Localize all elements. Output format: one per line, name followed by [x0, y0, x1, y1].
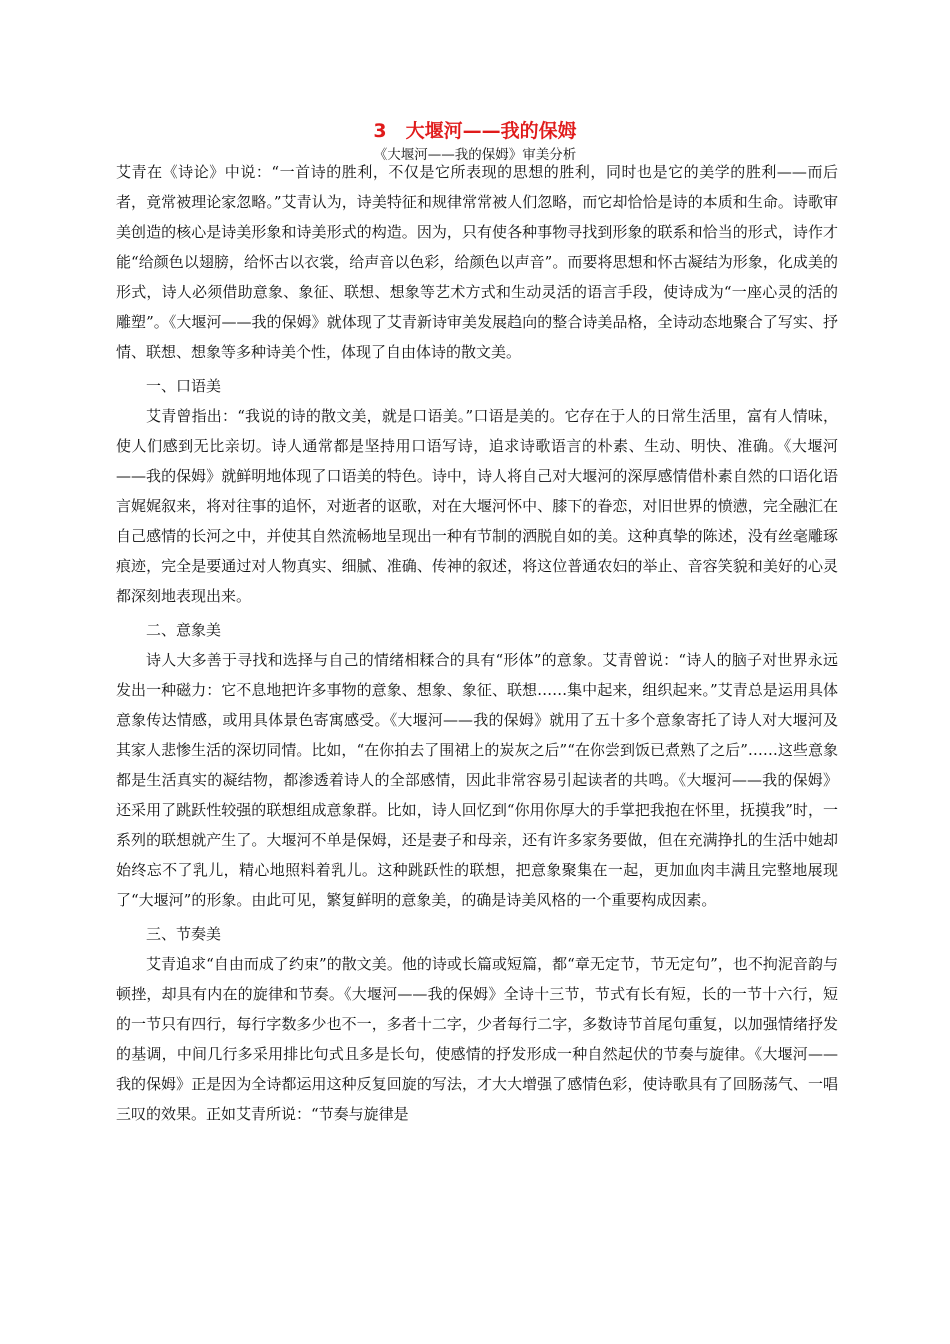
section-heading-rhythm: 三、节奏美 — [146, 925, 222, 943]
article-body — [116, 157, 838, 1129]
page-title: 3 大堰河——我的保姆 — [373, 120, 577, 142]
paragraph-oral-beauty: 艾青曾指出：“我说的诗的散文美，就是口语美。”口语是美的。它存在于人的日常生活里，富有人情味，使人们感到无比亲切。诗人通常都是坚持用口语写诗，追求诗歌语言的朴素、生动、明快、准确。《大堰河——我的保姆》就鲜明地体现了口语美的特色。诗中，诗人将自己对大堰河的深厚感情借朴素自然的口语化语言娓娓叙来，将对往事的追怀，对逝者的讴歌，对在大堰河怀中、膝下的眷恋，对旧世界的愤懑，完全融汇在自己感情的长河之中，并使其自然流畅地呈现出一种有节制的洒脱自如的美。这种真挚的陈述，没有丝毫雕琢痕迹，完全是要通过对人物真实、细腻、准确、传神的叙述，将这位普通农妇的举止、音容笑貌和美好的心灵都深刻地表现出来。 — [116, 407, 838, 605]
paragraph-rhythm-beauty: 艾青追求“自由而成了约束”的散文美。他的诗或长篇或短篇，都“章无定节，节无定句”，也不拘泥音韵与顿挫，却具有内在的旋律和节奏。《大堰河——我的保姆》全诗十三节，节式有长有短，长的一节十六行，短的一节只有四行，每行字数多少也不一，多者十二字，少者每行二字，多数诗节首尾句重复，以加强情绪抒发的基调，中间几行多采用排比句式且多是长句，使感情的抒发形成一种自然起伏的节奏与旋律。《大堰河——我的保姆》正是因为全诗都运用这种反复回旋的写法，才大大增强了感情色彩，使诗歌具有了回肠荡气、一唱三叹的效果。正如艾青所说：“节奏与旋律是 — [116, 955, 838, 1123]
page-subtitle: 《大堰河——我的保姆》审美分析 — [373, 147, 577, 163]
intro-paragraph: 艾青在《诗论》中说：“一首诗的胜利，不仅是它所表现的思想的胜利，同时也是它的美学的胜利——而后者，竟常被理论家忽略。”艾青认为，诗美特征和规律常常被人们忽略，而它却恰恰是诗的本质和生命。诗歌审美创造的核心是诗美形象和诗美形式的构造。因为，只有使各种事物寻找到形象的联系和恰当的形式，诗作才能“给颜色以翅膀，给怀古以衣裳，给声音以色彩，给颜色以声音”。而要将思想和怀古凝结为形象，化成美的形式，诗人必须借助意象、象征、联想、想象等艺术方式和生动灵活的语言手段，使诗成为“一座心灵的活的雕塑”。《大堰河——我的保姆》就体现了艾青新诗审美发展趋向的整合诗美品格，全诗动态地聚合了写实、抒情、联想、想象等多种诗美个性，体现了自由体诗的散文美。 — [116, 163, 838, 361]
paragraph-imagery-beauty: 诗人大多善于寻找和选择与自己的情绪相糅合的具有“形体”的意象。艾青曾说：“诗人的脑子对世界永远发出一种磁力：它不息地把许多事物的意象、想象、象征、联想……集中起来，组织起来。”艾青总是运用具体意象传达情感，或用具体景色寄寓感受。《大堰河——我的保姆》就用了五十多个意象寄托了诗人对大堰河及其家人悲惨生活的深切同情。比如，“在你拍去了围裙上的炭灰之后”“在你尝到饭已煮熟了之后”……这些意象都是生活真实的凝结物，都渗透着诗人的全部感情，因此非常容易引起读者的共鸣。《大堰河——我的保姆》还采用了跳跃性较强的联想组成意象群。比如，诗人回忆到“你用你厚大的手掌把我抱在怀里，抚摸我”时，一系列的联想就产生了。大堰河不单是保姆，还是妻子和母亲，还有许多家务要做，但在充满挣扎的生活中她却始终忘不了乳儿，精心地照料着乳儿。这种跳跃性的联想，把意象聚集在一起，更加血肉丰满且完整地展现了“大堰河”的形象。由此可见，繁复鲜明的意象美，的确是诗美风格的一个重要构成因素。 — [116, 651, 838, 909]
section-heading-imagery: 二、意象美 — [146, 621, 222, 639]
section-heading-oral: 一、口语美 — [146, 377, 222, 395]
